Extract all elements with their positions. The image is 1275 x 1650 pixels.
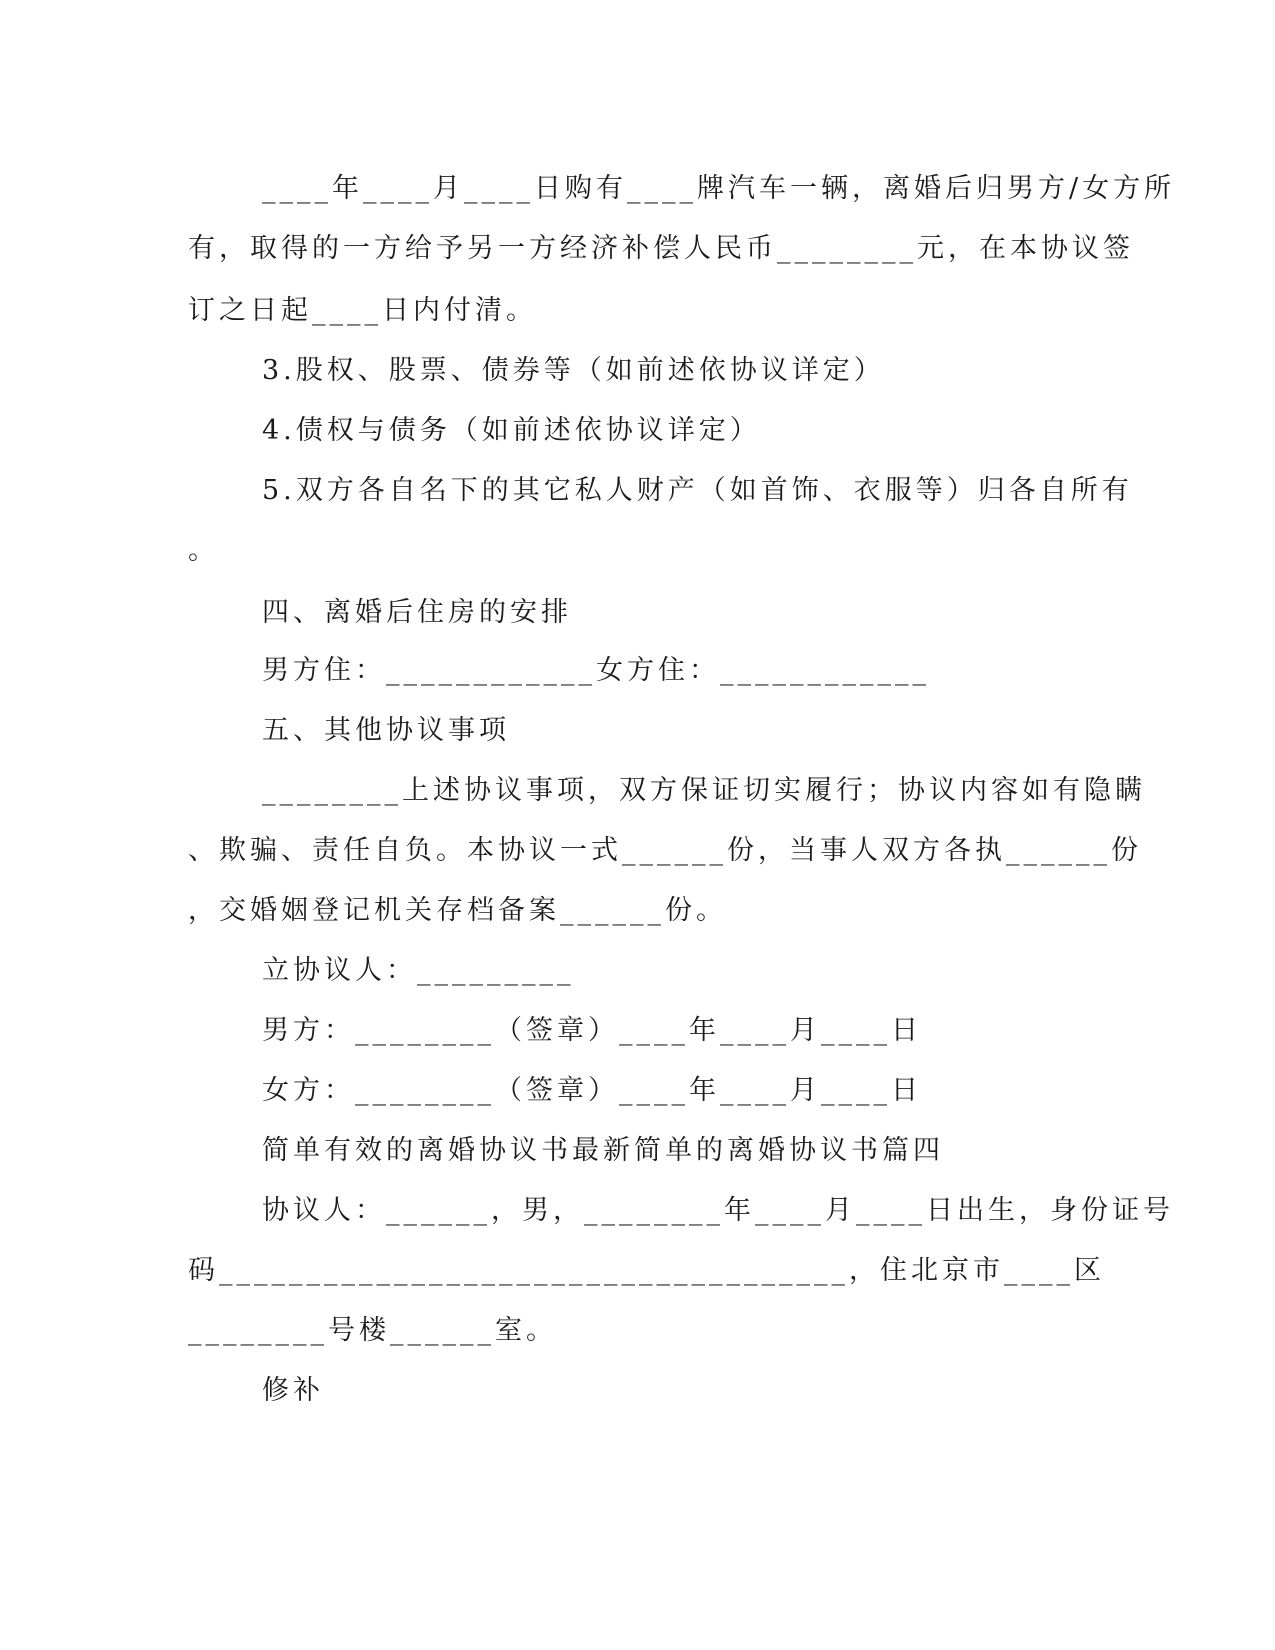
text-line: ，交婚姻登记机关存档备案______份。 [188,895,727,926]
text-line: 。 [188,535,219,566]
text-line: ________上述协议事项，双方保证切实履行；协议内容如有隐瞒 [262,775,1146,806]
text-line: 码____________________________________，住北京市____区 [188,1255,1105,1286]
section-heading: 五、其他协议事项 [262,715,510,746]
text-line: 订之日起____日内付清。 [188,295,537,326]
text-line: 协议人：______，男，________年____月____日出生，身份证号 [262,1195,1174,1226]
signature-line: 女方：________（签章）____年____月____日 [262,1075,922,1106]
signature-line: 男方：________（签章）____年____月____日 [262,1015,922,1046]
text-line: ________号楼______室。 [188,1315,557,1346]
section-heading: 简单有效的离婚协议书最新简单的离婚协议书篇四 [262,1135,944,1166]
text-line: 修补 [262,1375,324,1406]
text-line: 、欺骗、责任自负。本协议一式______份，当事人双方各执______份 [188,835,1142,866]
text-line: 男方住：____________女方住：____________ [262,655,930,686]
section-heading: 四、离婚后住房的安排 [262,597,572,628]
text-line: 3.股权、股票、债券等（如前述依协议详定） [262,355,885,386]
text-line: ____年____月____日购有____牌汽车一辆，离婚后归男方/女方所 [262,173,1176,204]
text-line: 有，取得的一方给予另一方经济补偿人民币________元，在本协议签 [188,233,1134,264]
text-line: 4.债权与债务（如前述依协议详定） [262,415,761,446]
text-line: 5.双方各自名下的其它私人财产（如首饰、衣服等）归各自所有 [262,475,1133,506]
signature-line: 立协议人：_________ [262,955,575,986]
